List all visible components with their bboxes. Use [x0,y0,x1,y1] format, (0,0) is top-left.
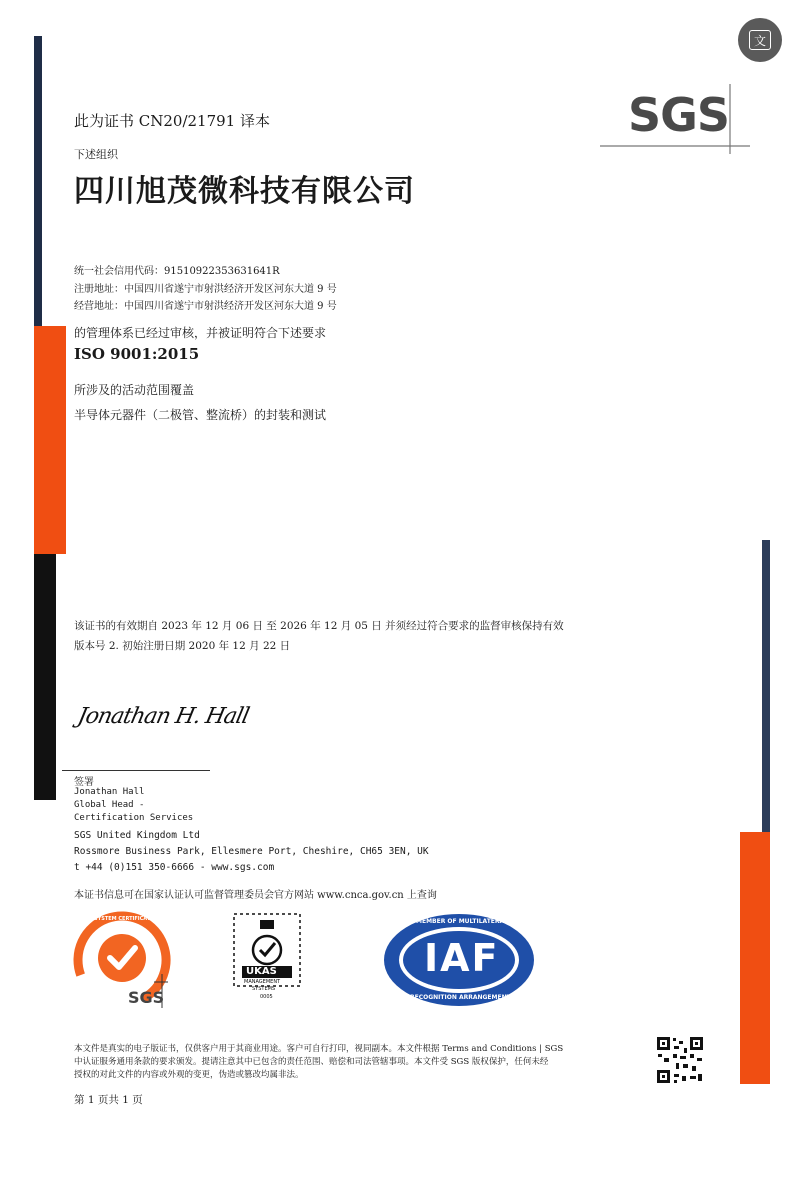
right-bar-orange [740,832,770,1084]
left-bar-navy [34,36,42,326]
cert-statement: 的管理体系已经过审核，并被证明符合下述要求 [74,326,327,340]
page-number: 第 1 页共 1 页 [74,1094,143,1106]
signer-title-1: Global Head - [74,800,145,810]
right-bar-navy [762,540,770,832]
handwritten-signature: Jonathan H. Hall [75,704,251,729]
signer-name: Jonathan Hall [74,787,145,797]
qr-code[interactable] [656,1036,704,1084]
iaf-ring-top: MEMBER OF MULTILATERAL [416,918,508,925]
sgs-badge-arc-text: SYSTEM CERTIFICATION [94,916,161,922]
footer-line-3: 授权的对此文件的内容或外观的变更，伪造或篡改均属非法。 [74,1070,304,1080]
iso-standard: ISO 9001:2015 [74,345,200,363]
signature-label: 签署 [74,777,94,788]
scope-text: 半导体元器件（二极管、整流桥）的封装和测试 [74,408,327,422]
ukas-logo [232,912,302,1004]
footer-line-2: 中认证服务通用条款的要求颁发。提请注意其中已包含的责任范围、赔偿和司法管辖事项。本文件受 SGS 版权保护，任何未经 [74,1057,549,1067]
issuer-company: SGS United Kingdom Ltd [74,830,200,841]
sgs-badge-brand: SGS [128,988,165,1007]
sgs-badge-iso: ISO 9001 [69,976,87,1008]
left-bar-orange [34,326,66,554]
issuer-address: Rossmore Business Park, Ellesmere Port, Cheshire, CH65 3EN, UK [74,846,429,857]
validity-line: 该证书的有效期自 2023 年 12 月 06 日 至 2026 年 12 月 05 日 并须经过符合要求的监督审核保持有效 [74,620,564,632]
ukas-sub2: SYSTEMS [252,986,276,992]
scope-intro: 所涉及的活动范围覆盖 [74,383,195,397]
iaf-logo [382,912,536,1008]
signer-title-2: Certification Services [74,813,194,823]
translate-button[interactable] [738,18,782,62]
certificate-number: 此为证书 CN20/21791 译本 [74,112,270,130]
ukas-number: 0005 [260,994,273,1000]
left-bar-black [34,554,56,800]
sgs-certification-badge [69,910,172,1012]
ukas-sub1: MANAGEMENT [244,979,281,985]
org-name: 四川旭茂微科技有限公司 [74,174,415,209]
sgs-logo-text: SGS [628,88,730,142]
org-intro: 下述组织 [74,148,118,161]
issuer-contact: t +44 (0)151 350-6666 - www.sgs.com [74,862,275,873]
version-line: 版本号 2. 初始注册日期 2020 年 12 月 22 日 [74,640,291,652]
op-address: 经营地址：中国四川省遂宁市射洪经济开发区河东大道 9 号 [74,301,337,312]
iaf-ring-bottom: RECOGNITION ARRANGEMENT [410,994,511,1001]
translate-icon: 文 [749,30,771,50]
ukas-name: UKAS [246,966,277,977]
credit-code: 统一社会信用代码：91510922353631641R [74,266,280,277]
reg-address: 注册地址：中国四川省遂宁市射洪经济开发区河东大道 9 号 [74,284,337,295]
signature-line [62,770,210,771]
iaf-text: IAF [424,936,500,980]
cnca-note: 本证书信息可在国家认证认可监督管理委员会官方网站 www.cnca.gov.cn 上查询 [74,890,437,901]
footer-line-1: 本文件是真实的电子版证书，仅供客户用于其商业用途。客户可自行打印，视同副本。本文件根据 Terms and Conditions | SGS [74,1044,564,1054]
sgs-logo [600,84,750,154]
